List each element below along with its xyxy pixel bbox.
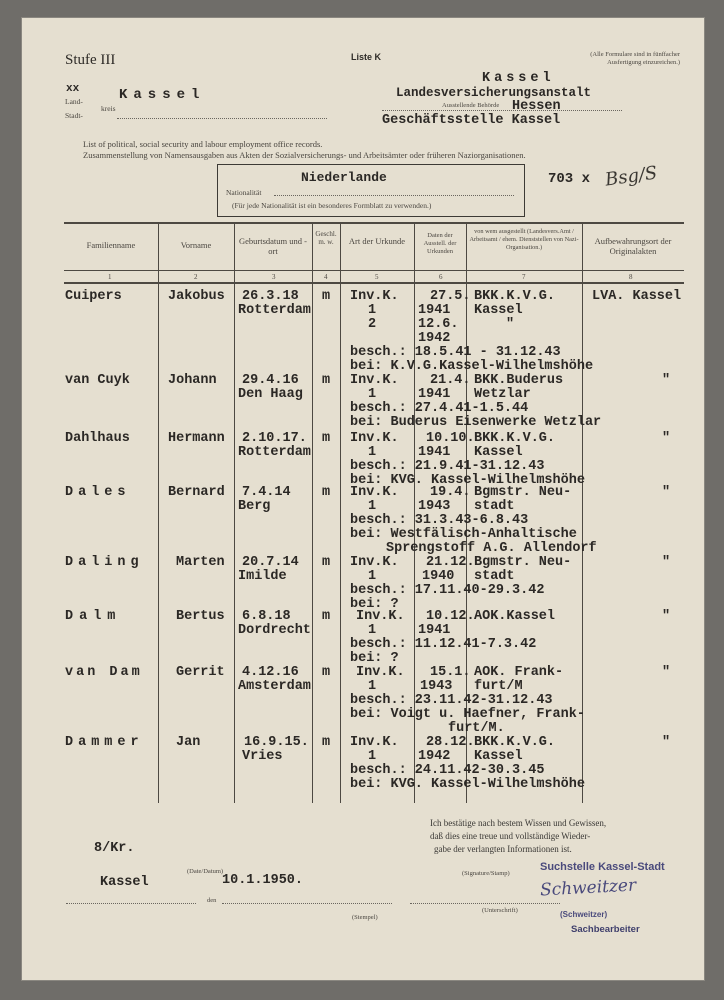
stamp-label: (Stempel) xyxy=(352,914,378,921)
entry-storage: " xyxy=(662,431,671,446)
land-prefix: xx xyxy=(66,83,80,95)
stadt-label: Stadt- xyxy=(65,111,83,120)
entry-issuer-line: BKK.K.V.G. xyxy=(474,289,556,304)
stufe-label: Stufe III xyxy=(65,52,116,68)
entry-issuer-line: Kassel xyxy=(474,749,523,764)
entry-doc-line: 1 xyxy=(368,749,377,764)
col-header-storage: Aufbewahrungsort der Originalakten xyxy=(594,236,672,256)
german-title: Zusammenstellung von Namensausgaben aus Akten der Sozialversicherungs- und Arbeitsämter oder früheren Naziorganisationen. xyxy=(83,150,526,160)
entry-employer: bei: Voigt u. Haefner, Frank- xyxy=(350,707,585,722)
entry-date-line: 1942 xyxy=(418,749,451,764)
entry-employment: besch.: 18.5.41 - 31.12.43 xyxy=(350,345,561,360)
entry-issuer-line: Bgmstr. Neu- xyxy=(474,555,572,570)
entry-surname: Dammer xyxy=(65,735,144,750)
entry-storage: " xyxy=(662,373,671,388)
entry-doc-line: Inv.K. xyxy=(356,665,405,680)
entry-firstname: Bertus xyxy=(176,609,225,624)
entry-sex: m xyxy=(322,665,331,680)
entry-surname: van Cuyk xyxy=(65,373,130,388)
place-line xyxy=(66,903,196,904)
entry-birth-date: 16.9.15. xyxy=(244,735,309,750)
entry-surname: Dahlhaus xyxy=(65,431,130,446)
entry-firstname: Hermann xyxy=(168,431,225,446)
liste-label: Liste K xyxy=(351,52,382,62)
entry-issuer-line: AOK. Frank- xyxy=(474,665,564,680)
entry-birth-place: Vries xyxy=(242,749,283,764)
office-stamp: Suchstelle Kassel-Stadt xyxy=(540,861,665,873)
entry-birth-place: Amsterdam xyxy=(238,679,311,694)
col-divider-2 xyxy=(234,223,235,803)
list-number: 703 x xyxy=(548,171,591,187)
entry-employer-cont: Sprengstoff A.G. Allendorf xyxy=(386,541,597,556)
entry-birth-date: 7.4.14 xyxy=(242,485,291,500)
entry-birth-place: Dordrecht xyxy=(238,623,311,638)
col-number-2: 2 xyxy=(194,273,198,281)
entry-employer: bei: KVG. Kassel-Wilhelmshöhe xyxy=(350,777,585,792)
entry-sex: m xyxy=(322,735,331,750)
col-header-sex: Geschl. m. w. xyxy=(315,230,337,246)
entry-doc-line: 1 xyxy=(368,387,377,402)
footer-place: Kassel xyxy=(100,875,149,890)
entry-birth-date: 6.8.18 xyxy=(242,609,291,624)
entry-storage: " xyxy=(662,665,671,680)
entry-date-line: 10.10. xyxy=(426,431,475,446)
col-number-1: 1 xyxy=(108,273,112,281)
entry-issuer-line: Kassel xyxy=(474,445,523,460)
entry-doc-line: Inv.K. xyxy=(350,555,399,570)
entry-employer: bei: Buderus Eisenwerke Wetzlar xyxy=(350,415,602,430)
col-number-7: 7 xyxy=(522,273,526,281)
entry-sex: m xyxy=(322,373,331,388)
officer-role-stamp: Sachbearbeiter xyxy=(571,924,640,935)
entry-doc-line: Inv.K. xyxy=(350,735,399,750)
document-sheet xyxy=(22,18,704,980)
entry-issuer-line: Kassel xyxy=(474,303,523,318)
entry-sex: m xyxy=(322,431,331,446)
col-header-surname: Familienname xyxy=(86,240,136,250)
entry-birth-place: Berg xyxy=(238,499,271,514)
entry-doc-line: Inv.K. xyxy=(350,373,399,388)
entry-sex: m xyxy=(322,555,331,570)
entry-issuer-line: BKK.Buderus xyxy=(474,373,564,388)
entry-storage: " xyxy=(662,555,671,570)
entry-birth-date: 4.12.16 xyxy=(242,665,299,680)
entry-issuer-line: " xyxy=(506,317,515,332)
entry-date-line: 1941 xyxy=(418,303,451,318)
col-header-birth: Geburtsdatum und -ort xyxy=(239,236,307,256)
entry-doc-line: Inv.K. xyxy=(350,431,399,446)
col-header-docdates: Daten der Ausstell. der Urkunden xyxy=(423,232,457,255)
col-header-firstname: Vorname xyxy=(180,240,212,250)
entry-doc-line: 1 xyxy=(368,679,377,694)
entry-date-line: 28.12. xyxy=(426,735,475,750)
entry-birth-place: Den Haag xyxy=(238,387,303,402)
entry-issuer-line: Bgmstr. Neu- xyxy=(474,485,572,500)
entry-surname: Cuipers xyxy=(65,289,122,304)
entry-birth-date: 26.3.18 xyxy=(242,289,299,304)
date-label: (Date/Datum) xyxy=(187,868,224,875)
table-top-rule xyxy=(64,222,684,224)
entry-firstname: Jakobus xyxy=(168,289,225,304)
entry-firstname: Jan xyxy=(176,735,201,750)
entry-date-line: 27.5. xyxy=(430,289,471,304)
entry-firstname: Johann xyxy=(168,373,217,388)
entry-employer: bei: K.V.G.Kassel-Wilhelmshöhe xyxy=(350,359,594,374)
entry-doc-line: 1 xyxy=(368,499,377,514)
entry-doc-line: Inv.K. xyxy=(350,289,399,304)
entry-date-line: 12.6. xyxy=(418,317,459,332)
land-label: Land- xyxy=(65,97,83,106)
english-title: List of political, social security and labour employment office records. xyxy=(83,139,323,149)
nationality-label: Nationalität xyxy=(226,188,262,197)
signature-caption: (Unterschrift) xyxy=(482,907,518,914)
entry-doc-line: 1 xyxy=(368,569,377,584)
entry-date-line: 1941 xyxy=(418,623,451,638)
kreis-label: kreis xyxy=(101,104,116,113)
office-name: Geschäftsstelle Kassel xyxy=(382,113,561,128)
entry-doc-line: Inv.K. xyxy=(350,485,399,500)
entry-sex: m xyxy=(322,485,331,500)
entry-employment: besch.: 24.11.42-30.3.45 xyxy=(350,763,545,778)
entry-employment: besch.: 31.3.43-6.8.43 xyxy=(350,513,529,528)
col-number-8: 8 xyxy=(629,273,633,281)
entry-date-line: 1940 xyxy=(422,569,455,584)
entry-issuer-line: furt/M xyxy=(474,679,523,694)
entry-storage: " xyxy=(662,735,671,750)
entry-storage: " xyxy=(662,485,671,500)
signature-line xyxy=(410,903,560,904)
entry-birth-date: 2.10.17. xyxy=(242,431,307,446)
entry-firstname: Gerrit xyxy=(176,665,225,680)
entry-issuer-line: BKK.K.V.G. xyxy=(474,735,556,750)
header-rule xyxy=(64,270,684,271)
entry-employer: bei: Westfälisch-Anhaltische xyxy=(350,527,577,542)
entry-employer: bei: KVG. Kassel-Wilhelmshöhe xyxy=(350,473,585,488)
entry-issuer-line: stadt xyxy=(474,499,515,514)
entry-doc-line: 1 xyxy=(368,303,377,318)
footer-date: 10.1.1950. xyxy=(222,873,304,888)
entry-surname: van Dam xyxy=(65,665,143,680)
handwritten-signature: Schweitzer xyxy=(539,875,637,901)
signature-label: (Signature/Stamp) xyxy=(462,870,510,877)
certification-line-1: Ich bestätige nach bestem Wissen und Gewissen, xyxy=(430,818,607,828)
entry-storage: " xyxy=(662,609,671,624)
entry-employer: bei: ? xyxy=(350,651,399,666)
entry-issuer-line: AOK.Kassel xyxy=(474,609,556,624)
entry-date-line: 1941 xyxy=(418,387,451,402)
col-number-6: 6 xyxy=(439,273,443,281)
entry-date-line: 21.12. xyxy=(426,555,475,570)
col-number-4: 4 xyxy=(324,273,328,281)
officer-name-stamp: (Schweitzer) xyxy=(560,910,608,919)
entry-storage: LVA. Kassel xyxy=(592,289,682,304)
col-number-3: 3 xyxy=(272,273,276,281)
institution-name: Landesversicherungsanstalt xyxy=(396,86,592,100)
entry-birth-place: Rotterdam xyxy=(238,303,311,318)
institution-line xyxy=(382,110,622,111)
entry-employer: bei: ? xyxy=(350,597,399,612)
den-label: den xyxy=(207,897,217,904)
entry-surname: Dalm xyxy=(65,609,122,624)
entry-doc-line: 2 xyxy=(368,317,377,332)
col-divider-3 xyxy=(312,223,313,803)
entry-date-line: 1942 xyxy=(418,331,451,346)
entry-birth-place: Rotterdam xyxy=(238,445,311,460)
institution-caption: Ausstellende Behörde xyxy=(442,102,500,109)
den-line xyxy=(222,903,392,904)
col-header-issuer: von wem ausgestellt (Landesvers.Amt / Arbeitsamt / ehem. Dienststellen von Nazi-Organisation.) xyxy=(469,228,579,251)
right-city: Kassel xyxy=(482,71,555,86)
entry-birth-date: 29.4.16 xyxy=(242,373,299,388)
entry-date-line: 21.4. xyxy=(430,373,471,388)
col-divider-1 xyxy=(158,223,159,803)
kreis-value: Kassel xyxy=(119,87,206,103)
entry-surname: Daling xyxy=(65,555,144,570)
certification-line-2: daß dies eine treue und vollständige Wieder- xyxy=(430,831,591,841)
entry-employment: besch.: 17.11.40-29.3.42 xyxy=(350,583,545,598)
region: Hessen xyxy=(512,99,561,114)
entry-date-line: 1941 xyxy=(418,445,451,460)
nationality-line xyxy=(274,195,514,196)
reference-code: 8/Kr. xyxy=(94,841,135,856)
form-note-1: (Alle Formulare sind in fünffacher xyxy=(590,51,680,58)
entry-doc-line: Inv.K. xyxy=(356,609,405,624)
form-note-2: Ausfertigung einzureichen.) xyxy=(607,59,680,66)
header-bottom-rule xyxy=(64,282,684,284)
entry-firstname: Bernard xyxy=(168,485,225,500)
entry-firstname: Marten xyxy=(176,555,225,570)
entry-sex: m xyxy=(322,289,331,304)
entry-employer-cont: furt/M. xyxy=(448,721,505,736)
entry-employment: besch.: 11.12.41-7.3.42 xyxy=(350,637,537,652)
entry-employment: besch.: 23.11.42-31.12.43 xyxy=(350,693,553,708)
entry-date-line: 15.1. xyxy=(430,665,471,680)
entry-employment: besch.: 27.4.41-1.5.44 xyxy=(350,401,529,416)
certification-line-3: gabe der verlangten Informationen ist. xyxy=(434,844,572,854)
nationality-value: Niederlande xyxy=(301,170,387,185)
col-divider-4 xyxy=(340,223,341,803)
entry-employment: besch.: 21.9.41-31.12.43 xyxy=(350,459,545,474)
handwritten-mark: Bsg/S xyxy=(603,162,659,191)
entry-date-line: 1943 xyxy=(420,679,453,694)
entry-birth-place: Imilde xyxy=(238,569,287,584)
entry-doc-line: 1 xyxy=(368,445,377,460)
entry-issuer-line: stadt xyxy=(474,569,515,584)
kreis-line xyxy=(117,118,327,119)
entry-date-line: 10.12. xyxy=(426,609,475,624)
entry-issuer-line: BKK.K.V.G. xyxy=(474,431,556,446)
entry-birth-date: 20.7.14 xyxy=(242,555,299,570)
col-number-5: 5 xyxy=(375,273,379,281)
nationality-note: (Für jede Nationalität ist ein besonderes Formblatt zu verwenden.) xyxy=(232,201,432,210)
entry-date-line: 19.4. xyxy=(430,485,471,500)
entry-sex: m xyxy=(322,609,331,624)
entry-date-line: 1943 xyxy=(418,499,451,514)
entry-surname: Dales xyxy=(65,485,131,500)
entry-issuer-line: Wetzlar xyxy=(474,387,531,402)
entry-doc-line: 1 xyxy=(368,623,377,638)
col-header-doctype: Art der Urkunde xyxy=(348,236,406,246)
